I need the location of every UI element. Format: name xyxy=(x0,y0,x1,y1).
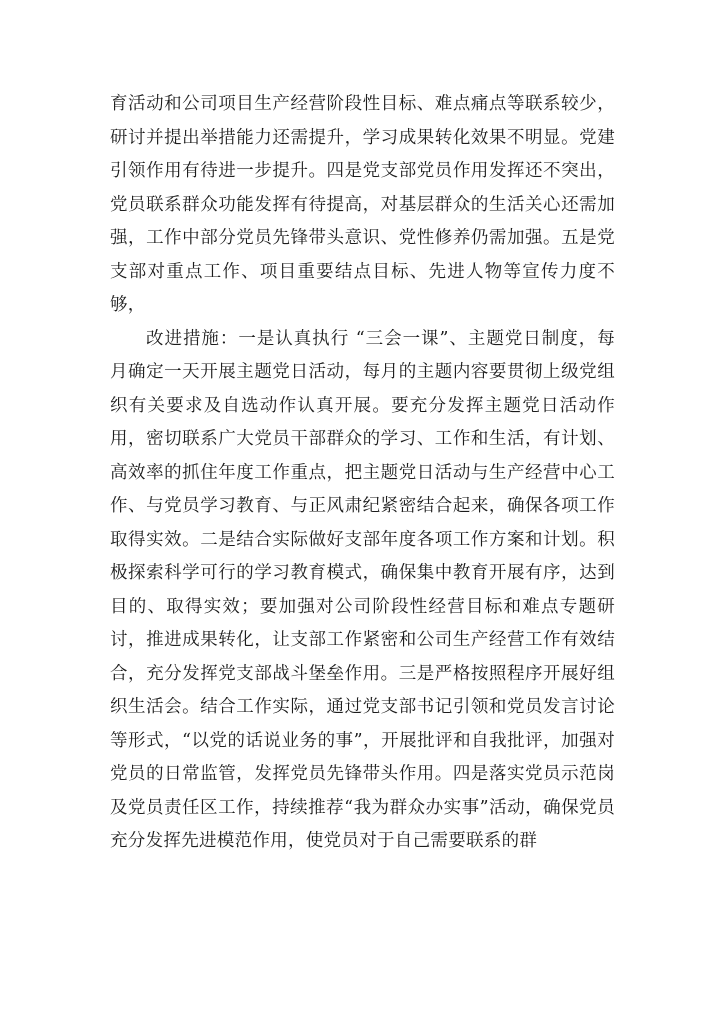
document-body xyxy=(110,88,615,859)
paragraph-problems-continued: 育活动和公司项目生产经营阶段性目标、难点痛点等联系较少，研讨并提出举措能力还需提升，学习成果转化效果不明显。党建引领作用有待进一步提升。四是党支部党员作用发挥还不突出，党员联系群众功能发挥有待提高，对基层群众的生活关心还需加强，工作中部分党员先锋带头意识、党性修养仍需加强。五是党支部对重点工作、项目重要结点目标、先进人物等宣传力度不够， xyxy=(110,94,615,315)
paragraph-improvement-measures: 改进措施：一是认真执行 “三会一课”、主题党日制度，每月确定一天开展主题党日活动，每月的主题内容要贯彻上级党组织有关要求及自选动作认真开展。要充分发挥主题党日活动作用，密切联系广大党员干部群众的学习、工作和生活，有计划、高效率的抓住年度工作重点，把主题党日活动与生产经营中心工作、与党员学习教育、与正风肃纪紧密结合起来，确保各项工作取得实效。二是结合实际做好支部年度各项工作方案和计划。积极探索科学可行的学习教育模式，确保集中教育开展有序，达到目的、取得实效；要加强对公司阶段性经营目标和难点专题研讨，推进成果转化，让支部工作紧密和公司生产经营工作有效结合，充分发挥党支部战斗堡垒作用。三是严格按照程序开展好组织生活会。结合工作实际，通过党支部书记引领和党员发言讨论等形式，“以党的话说业务的事”，开展批评和自我批评，加强对党员的日常监管，发挥党员先锋带头作用。四是落实党员示范岗及党员责任区工作，持续推荐“我为群众办实事”活动，确保党员充分发挥先进模范作用，使党员对于自己需要联系的群 xyxy=(110,328,615,851)
